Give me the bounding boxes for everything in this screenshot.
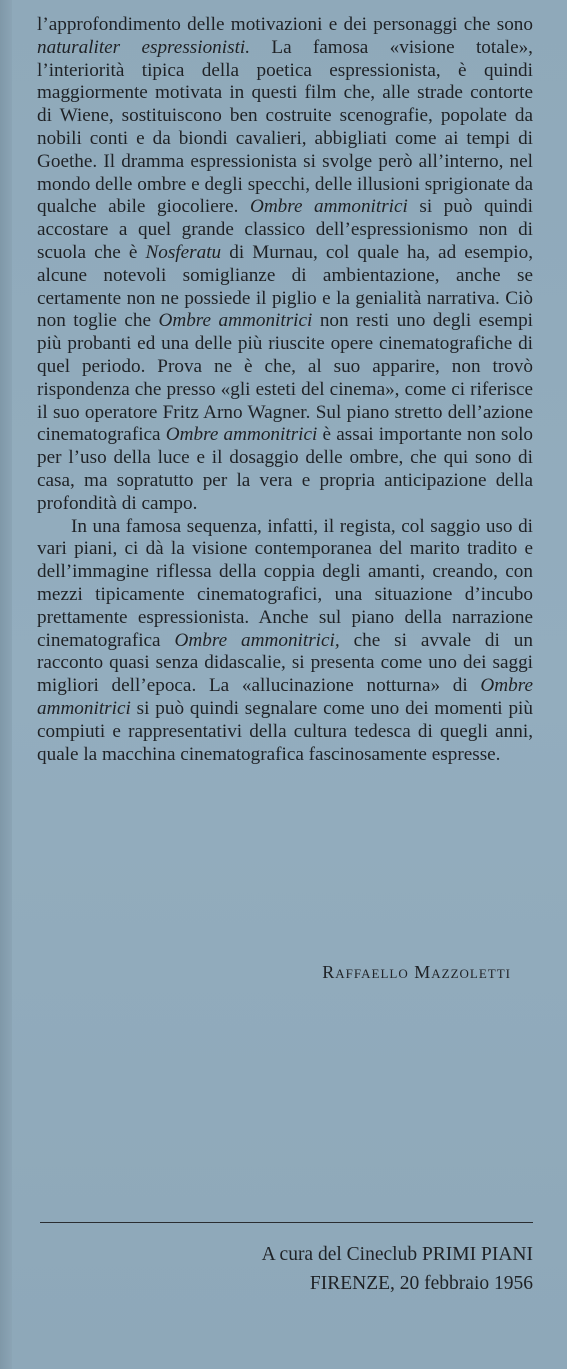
paragraph-2 bbox=[37, 516, 533, 767]
italic-title-run: Ombre ammonitrici bbox=[165, 424, 318, 446]
italic-title-run: Nosferatu bbox=[145, 241, 222, 263]
text-run: che si avvale di un racconto quasi senza didascalie, si presenta come uno dei saggi migliori dell’epoca. La «allucinazione notturna» di bbox=[37, 629, 533, 697]
text-run: si può quindi accostare a quel grande classico dell’espressionismo non di scuola che è bbox=[37, 196, 533, 263]
paragraph-1 bbox=[37, 14, 533, 516]
italic-title-run: Ombre ammonitrici, bbox=[174, 629, 340, 651]
text-run: si può quindi segnalare come uno dei momenti più compiuti e rappresentativi della cultura tedesca di quegli anni, quale la macchina cinematografica fascinosamente espresse. bbox=[37, 697, 533, 765]
credits-block bbox=[262, 1240, 533, 1298]
text-run: In una famosa sequenza, infatti, il regista, col saggio uso di vari piani, ci dà la visione contemporanea del marito tradito e dell’immagine riflessa della coppia degli amanti, creando, con mezzi tipicamente cinematografici, una situazione d’incubo prettamente espressionista. Anche sul piano della narrazione cinematografica bbox=[37, 515, 533, 651]
italic-title-run: Ombre ammonitrici bbox=[249, 196, 408, 218]
italic-title-run: Ombre ammonitrici bbox=[37, 675, 533, 719]
author-signature: Raffaello Mazzoletti bbox=[322, 962, 511, 982]
italic-title-run: naturaliter espressionisti. bbox=[37, 36, 251, 58]
divider-line bbox=[40, 1222, 533, 1223]
text-run: è assai importante non solo per l’uso della luce e il dosaggio delle ombre, che qui sono di casa, ma sopratutto per la vera e propria anticipazione della profondità di campo. bbox=[37, 424, 533, 514]
credits-place-date: FIRENZE, 20 febbraio 1956 bbox=[309, 1273, 533, 1294]
italic-title-run: Ombre ammonitrici bbox=[158, 310, 313, 332]
credits-organizer: A cura del Cineclub PRIMI PIANI bbox=[261, 1244, 533, 1265]
text-run: l’approfondimento delle motivazioni e dei personaggi che sono bbox=[37, 14, 533, 35]
text-run: di Murnau, col quale ha, ad esempio, alcune notevoli somiglianze di ambientazione, anche se certamente non ne possiede il piglio e la genialità narrativa. Ciò non toglie che bbox=[37, 241, 533, 332]
text-run: non resti uno degli esempi più probanti ed una delle più riuscite opere cinematografiche di quel periodo. Prova ne è che, al suo apparire, non trovò rispondenza che presso «gli esteti del cinema», come ci riferisce il suo operatore Fritz Arno Wagner. Sul piano stretto dell’azione cinematografica bbox=[37, 310, 533, 446]
article-body bbox=[37, 14, 533, 766]
page-left-edge bbox=[0, 0, 12, 1369]
text-run: La famosa «visione totale», l’interiorità tipica della poetica espressionista, è quindi maggiormente motivata in questi film che, alle strade contorte di Wiene, sostituiscono ben costruite scenografie, popolate da nobili conti e da biondi cavalieri, abbigliati come ai tempi di Goethe. Il dramma espressionista si svolge però all’interno, nel mondo delle ombre e degli specchi, delle illusioni sprigionate da qualche abile giocoliere. bbox=[37, 36, 533, 218]
